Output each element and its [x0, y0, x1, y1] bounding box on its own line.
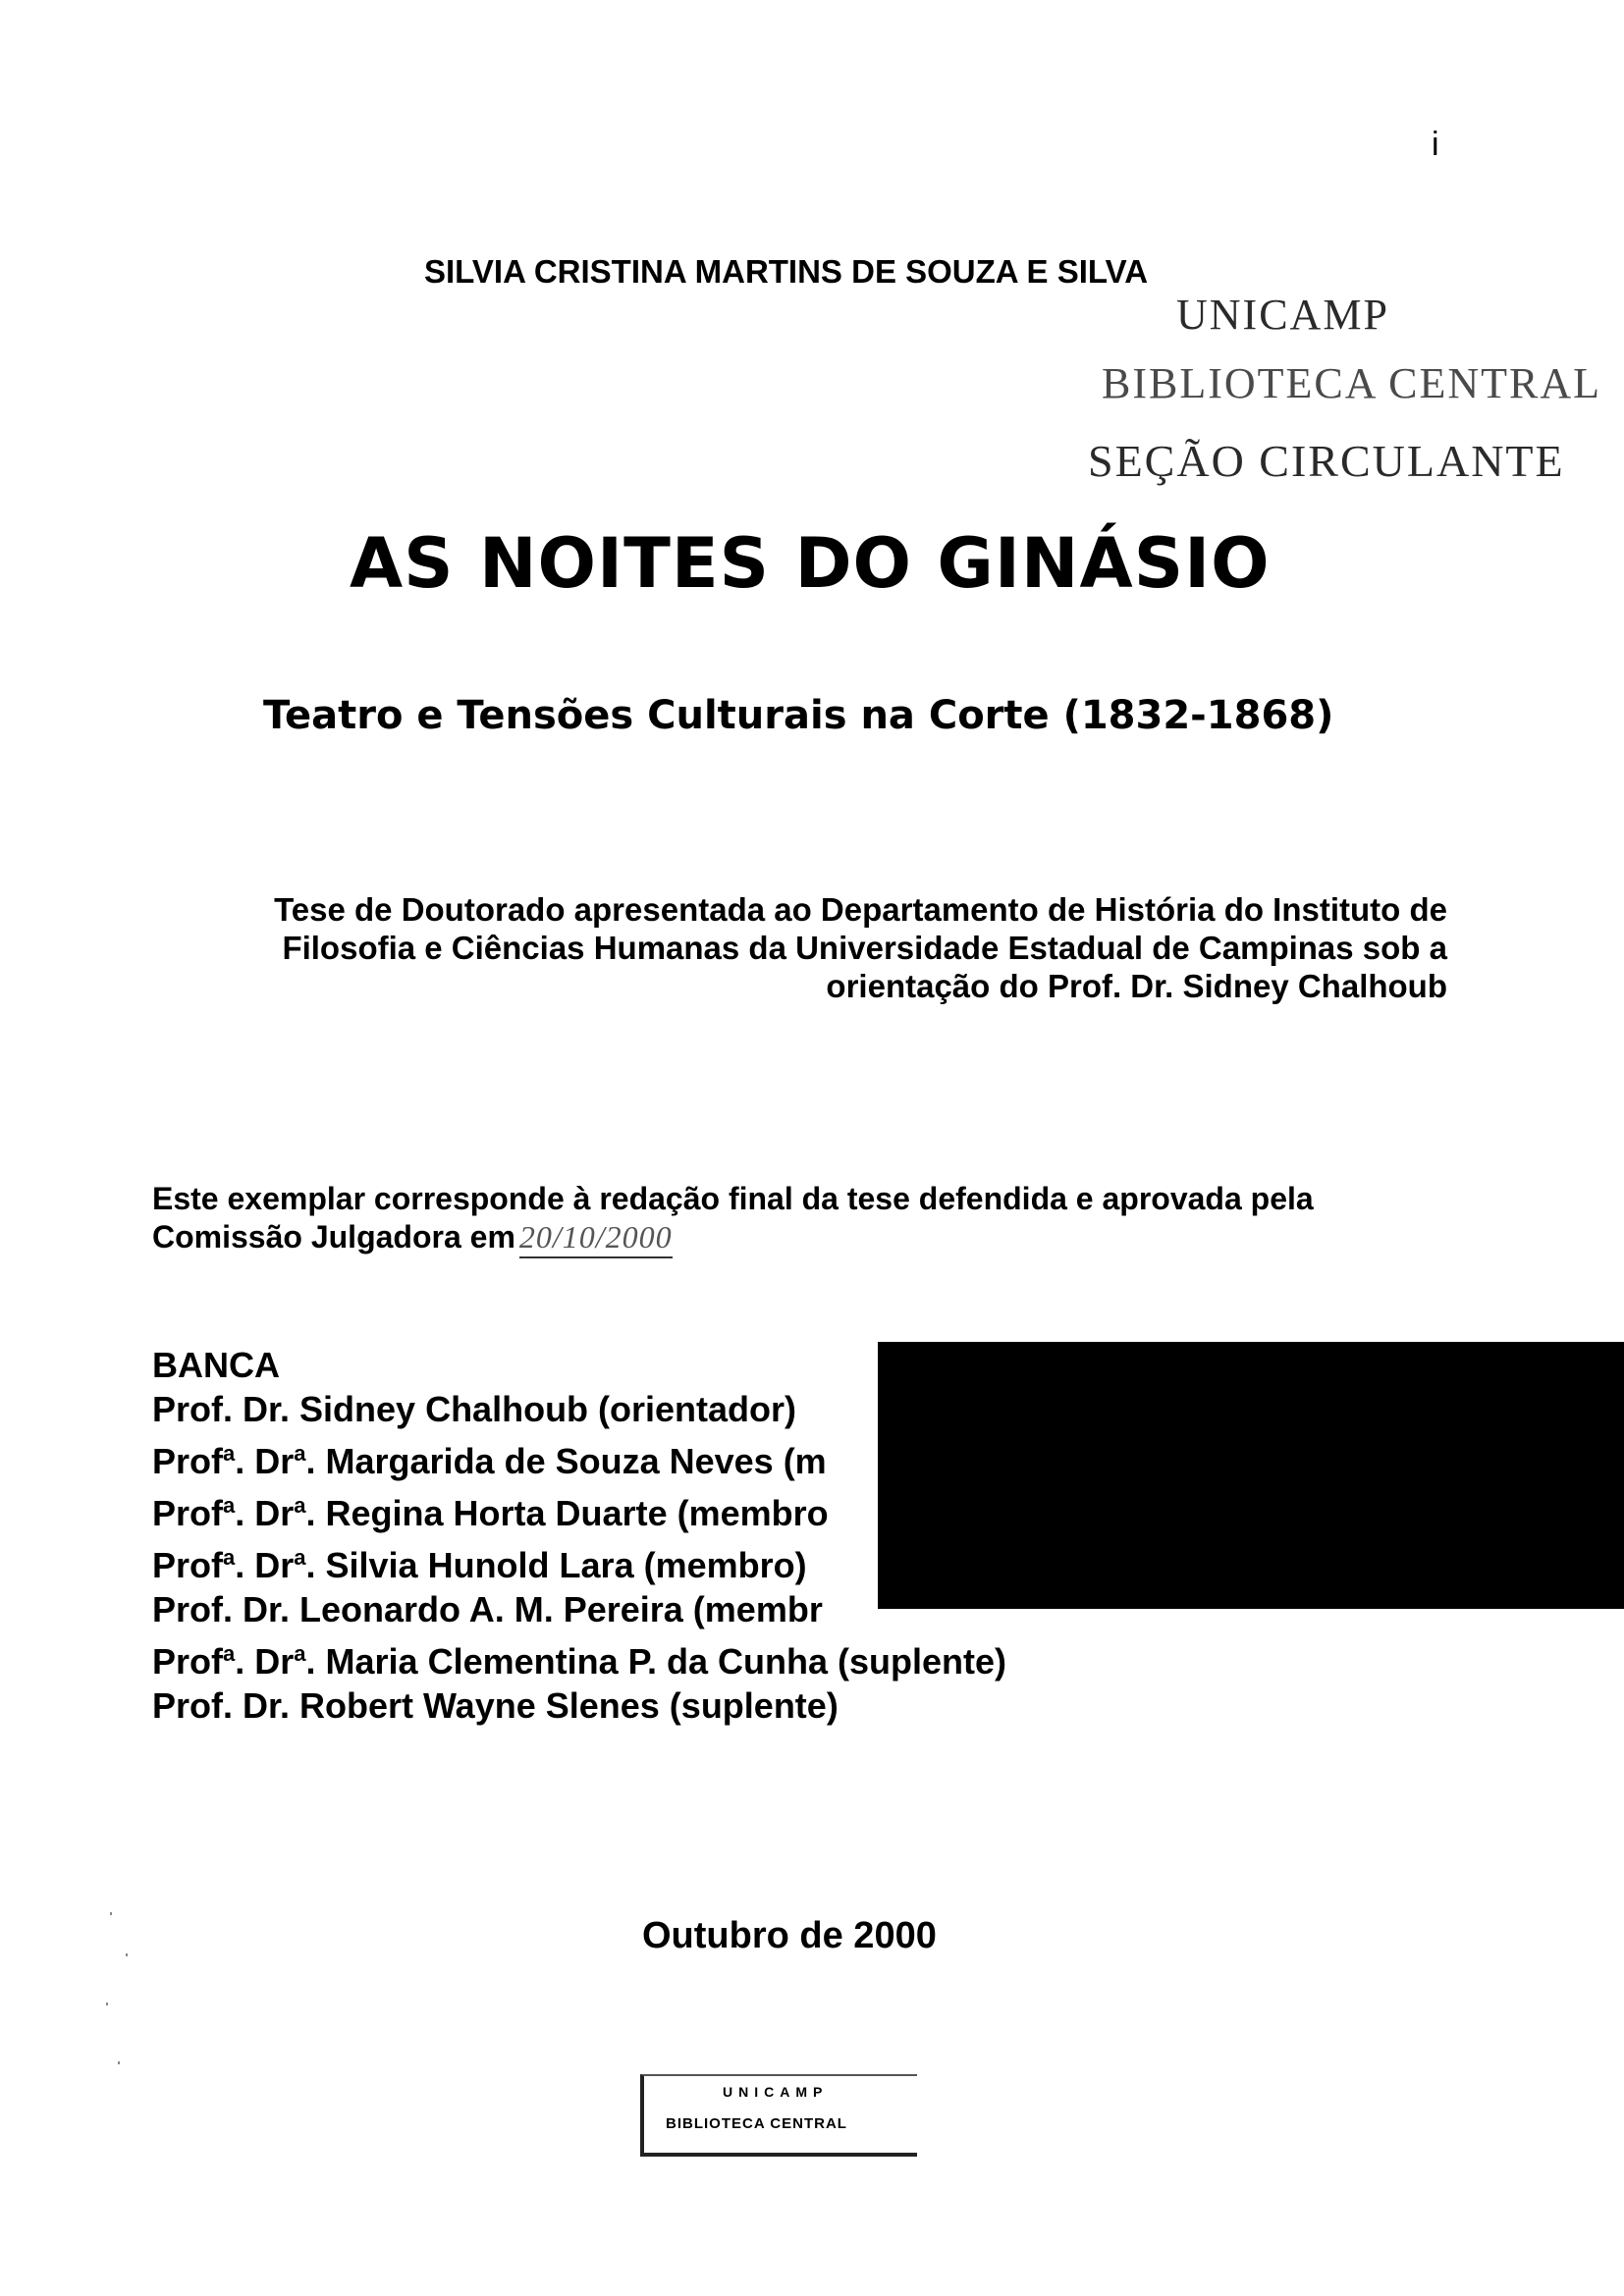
banca-member [152, 1683, 1006, 1728]
member-title-sup: a [294, 1641, 306, 1666]
author-name: SILVIA CRISTINA MARTINS DE SOUZA E SILVA [424, 253, 1149, 290]
member-name: . Silvia Hunold Lara (membro) [305, 1545, 807, 1585]
member-name: . Regina Horta Duarte (membro [305, 1493, 829, 1533]
publication-date: Outubro de 2000 [642, 1915, 937, 1956]
member-title: Prof [152, 1441, 223, 1481]
member-title: . Dr [235, 1641, 295, 1682]
member-title: Prof. Dr. [152, 1685, 291, 1726]
banca-heading: BANCA [152, 1345, 280, 1385]
member-title: . Dr [235, 1493, 295, 1533]
member-title-sup: a [294, 1545, 306, 1570]
thesis-line: orientação do Prof. Dr. Sidney Chalhoub [826, 968, 1447, 1004]
library-stamp-line: UNICAMP [723, 2084, 829, 2100]
library-stamp [640, 2074, 917, 2157]
document-subtitle: Teatro e Tensões Culturais na Corte (1832-1868) [263, 693, 1334, 738]
approval-statement [152, 1180, 1314, 1258]
member-title-sup: a [223, 1641, 236, 1666]
scan-speck [110, 1912, 112, 1915]
statement-line-text: Comissão Julgadora em [152, 1219, 515, 1255]
member-title: . Dr [235, 1545, 295, 1585]
member-title: Prof. Dr. [152, 1389, 291, 1429]
member-title: Prof [152, 1493, 223, 1533]
member-name: Sidney Chalhoub (orientador) [290, 1389, 797, 1429]
stamp-line-secao: SEÇÃO CIRCULANTE [1088, 436, 1565, 486]
member-title-sup: a [223, 1545, 236, 1570]
stamp-line-unicamp: UNICAMP [1176, 291, 1389, 339]
member-name: . Margarida de Souza Neves (m [305, 1441, 827, 1481]
document-title: AS NOITES DO GINÁSIO [350, 523, 1271, 604]
scan-speck [118, 2061, 120, 2064]
member-title: . Dr [235, 1441, 295, 1481]
member-title: Prof [152, 1545, 223, 1585]
member-title-sup: a [294, 1493, 306, 1518]
member-title-sup: a [223, 1441, 236, 1466]
member-name: Robert Wayne Slenes (suplente) [290, 1685, 839, 1726]
thesis-description [171, 890, 1447, 1005]
statement-line: Este exemplar corresponde à redação final da tese defendida e aprovada pela [152, 1181, 1314, 1216]
member-title: Prof [152, 1641, 223, 1682]
member-name: . Maria Clementina P. da Cunha (suplente) [305, 1641, 1006, 1682]
scan-speck [106, 2002, 108, 2005]
member-title: Prof. Dr. [152, 1589, 291, 1629]
scan-speck [126, 1953, 128, 1956]
redaction-block [878, 1342, 1624, 1609]
thesis-line: Filosofia e Ciências Humanas da Universidade Estadual de Campinas sob a [282, 930, 1447, 966]
thesis-line: Tese de Doutorado apresentada ao Departamento de História do Instituto de [274, 891, 1447, 928]
library-stamp-line: BIBLIOTECA CENTRAL [666, 2115, 847, 2132]
member-title-sup: a [223, 1493, 236, 1518]
statement-line [152, 1218, 1314, 1258]
banca-member [152, 1631, 1006, 1683]
handwritten-date: 20/10/2000 [519, 1218, 673, 1258]
page-number: i [1432, 126, 1439, 163]
member-title-sup: a [294, 1441, 306, 1466]
stamp-line-biblioteca: BIBLIOTECA CENTRAL [1102, 359, 1601, 407]
member-name: Leonardo A. M. Pereira (membr [290, 1589, 823, 1629]
